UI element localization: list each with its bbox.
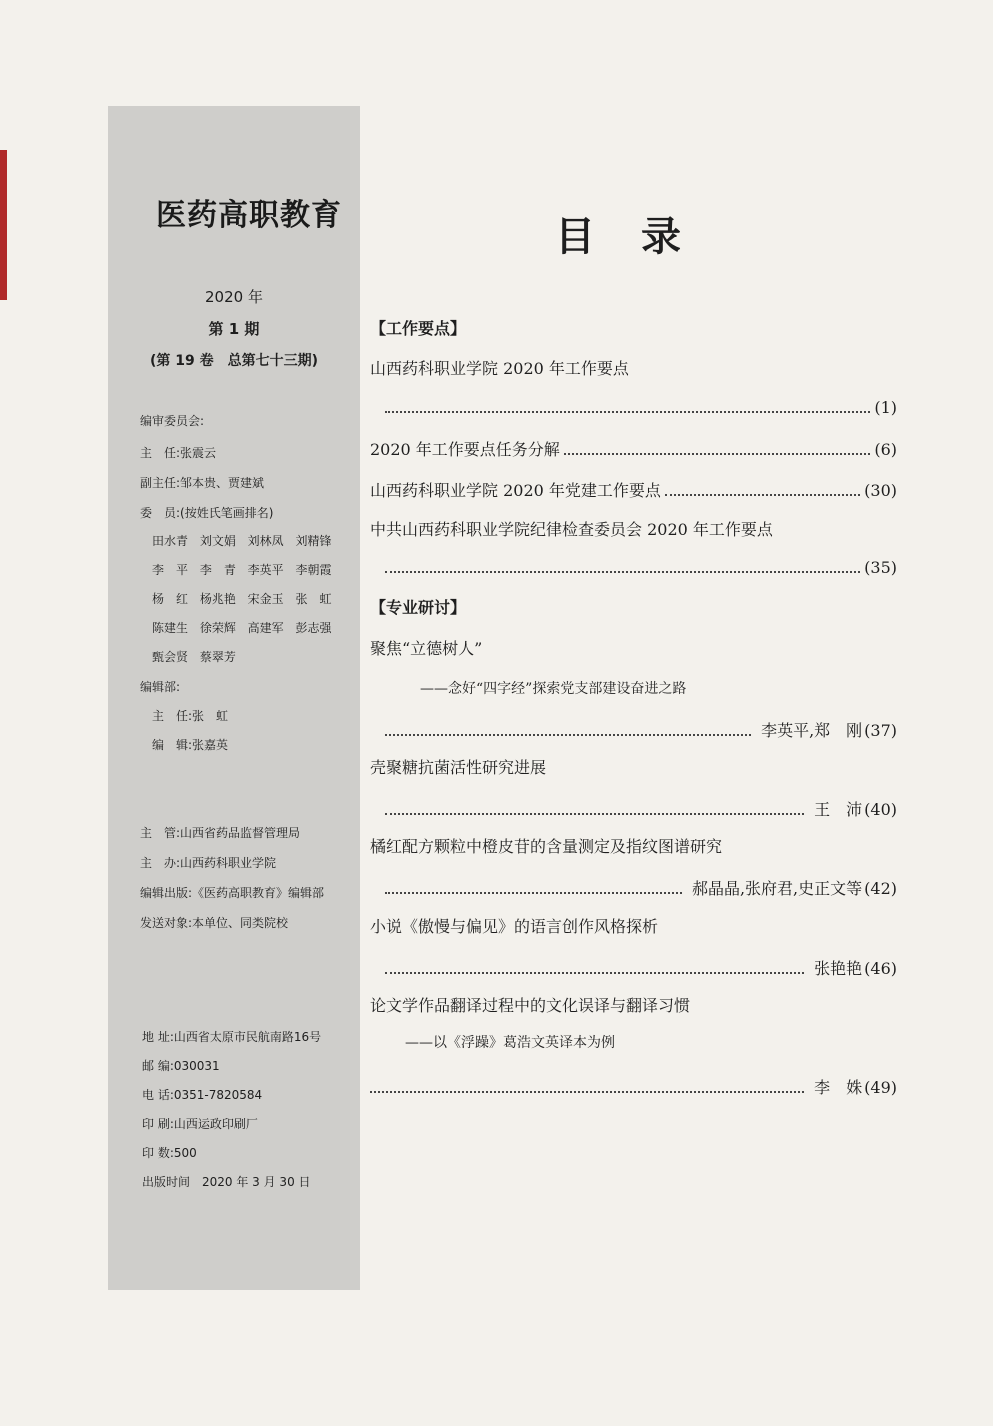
toc-entry-page: (30) [864, 481, 897, 500]
toc-entry-leader [385, 558, 897, 577]
toc-entry-title: 2020 年工作要点任务分解 [370, 440, 560, 459]
issue-year: 2020 年 [205, 288, 263, 306]
phone: 电 话:0351-7820584 [142, 1088, 263, 1102]
dot-leader [385, 734, 751, 736]
board-deputy: 副主任:邹本贵、贾建斌 [140, 476, 265, 490]
toc-entry-author: 王 沛 [814, 800, 863, 819]
postcode: 邮 编:030031 [142, 1059, 220, 1073]
board-member-row: 杨 红 杨兆艳 宋金玉 张 虹 [152, 592, 332, 606]
toc-entry-inline [370, 437, 897, 460]
dot-leader [370, 1091, 804, 1093]
editorial-board-label: 编审委员会: [140, 414, 205, 428]
supervisor: 主 管:山西省药品监督管理局 [140, 826, 301, 840]
toc-entry-author: 郝晶晶,张府君,史正文等 [691, 879, 863, 898]
toc-entry-title: 橘红配方颗粒中橙皮苷的含量测定及指纹图谱研究 [370, 837, 723, 856]
printer: 印 刷:山西运政印刷厂 [142, 1117, 258, 1131]
board-member-row: 李 平 李 青 李英平 李朝霞 [152, 563, 332, 577]
dot-leader [385, 892, 682, 894]
dot-leader [385, 571, 860, 573]
toc-entry-leader [385, 797, 897, 820]
toc-entry-leader [385, 876, 897, 899]
toc-entry-subtitle: ——念好“四字经”探索党支部建设奋进之路 [420, 681, 687, 697]
section-heading-professional: 【专业研讨】 [370, 598, 467, 617]
sponsor: 主 办:山西药科职业学院 [140, 856, 277, 870]
toc-entry-leader [385, 718, 897, 741]
toc-entry-title: 小说《傲慢与偏见》的语言创作风格探析 [370, 917, 659, 936]
dot-leader [665, 494, 860, 496]
toc-entry-leader [385, 398, 897, 417]
publisher: 编辑出版:《医药高职教育》编辑部 [140, 886, 325, 900]
board-member-row: 甄会贤 蔡翠芳 [152, 650, 236, 664]
toc-entry-page: (1) [874, 398, 897, 417]
section-heading-work-points: 【工作要点】 [370, 319, 467, 338]
toc-entry-inline [370, 478, 897, 501]
toc-entry-page: (6) [874, 440, 897, 459]
toc-entry-subtitle: ——以《浮躁》葛浩文英译本为例 [405, 1035, 615, 1051]
editorial-dept-label: 编辑部: [140, 680, 181, 694]
toc-entry-page: (40) [864, 800, 897, 819]
toc-entry-page: (35) [864, 558, 897, 577]
toc-entry-title: 中共山西药科职业学院纪律检查委员会 2020 年工作要点 [370, 520, 773, 539]
board-director: 主 任:张震云 [140, 446, 217, 460]
page-edge-mark [0, 150, 7, 300]
toc-entry-author: 李英平,郑 刚 [761, 721, 863, 740]
toc-entry-page: (46) [864, 959, 897, 978]
distribution: 发送对象:本单位、同类院校 [140, 916, 289, 930]
toc-entry-title: 壳聚糖抗菌活性研究进展 [370, 758, 547, 777]
issue-number: 第 1 期 [208, 320, 260, 338]
toc-entry-page: (37) [864, 721, 897, 740]
toc-entry-page: (42) [864, 879, 897, 898]
toc-entry-title: 论文学作品翻译过程中的文化误译与翻译习惯 [370, 996, 691, 1015]
toc-entry-leader [385, 956, 897, 979]
masthead-sidebar [108, 106, 360, 1290]
dot-leader [385, 972, 804, 974]
dept-editor: 编 辑:张嘉英 [152, 738, 229, 752]
address: 地 址:山西省太原市民航南路16号 [142, 1030, 322, 1044]
board-member-row: 陈建生 徐荣辉 高建军 彭志强 [152, 621, 332, 635]
toc-entry-author: 张艳艳 [814, 959, 863, 978]
toc-entry-title: 山西药科职业学院 2020 年工作要点 [370, 359, 629, 378]
toc-entry-leader [370, 1075, 897, 1098]
dept-director: 主 任:张 虹 [152, 709, 229, 723]
dot-leader [385, 813, 804, 815]
journal-title: 医药高职教育 [156, 198, 342, 233]
toc-entry-author: 李 姝 [814, 1078, 863, 1097]
print-count: 印 数:500 [142, 1146, 197, 1160]
dot-leader [564, 453, 871, 455]
toc-title: 目录 [555, 213, 727, 260]
toc-entry-title: 聚焦“立德树人” [370, 639, 483, 658]
board-members-label: 委 员:(按姓氏笔画排名) [140, 506, 274, 520]
toc-entry-page: (49) [864, 1078, 897, 1097]
toc-entry-title: 山西药科职业学院 2020 年党建工作要点 [370, 481, 661, 500]
issue-volume: (第 19 卷 总第七十三期) [149, 353, 319, 369]
publication-date: 出版时间 2020 年 3 月 30 日 [142, 1175, 311, 1189]
board-member-row: 田水青 刘文娟 刘林凤 刘精锋 [152, 534, 332, 548]
dot-leader [385, 411, 870, 413]
